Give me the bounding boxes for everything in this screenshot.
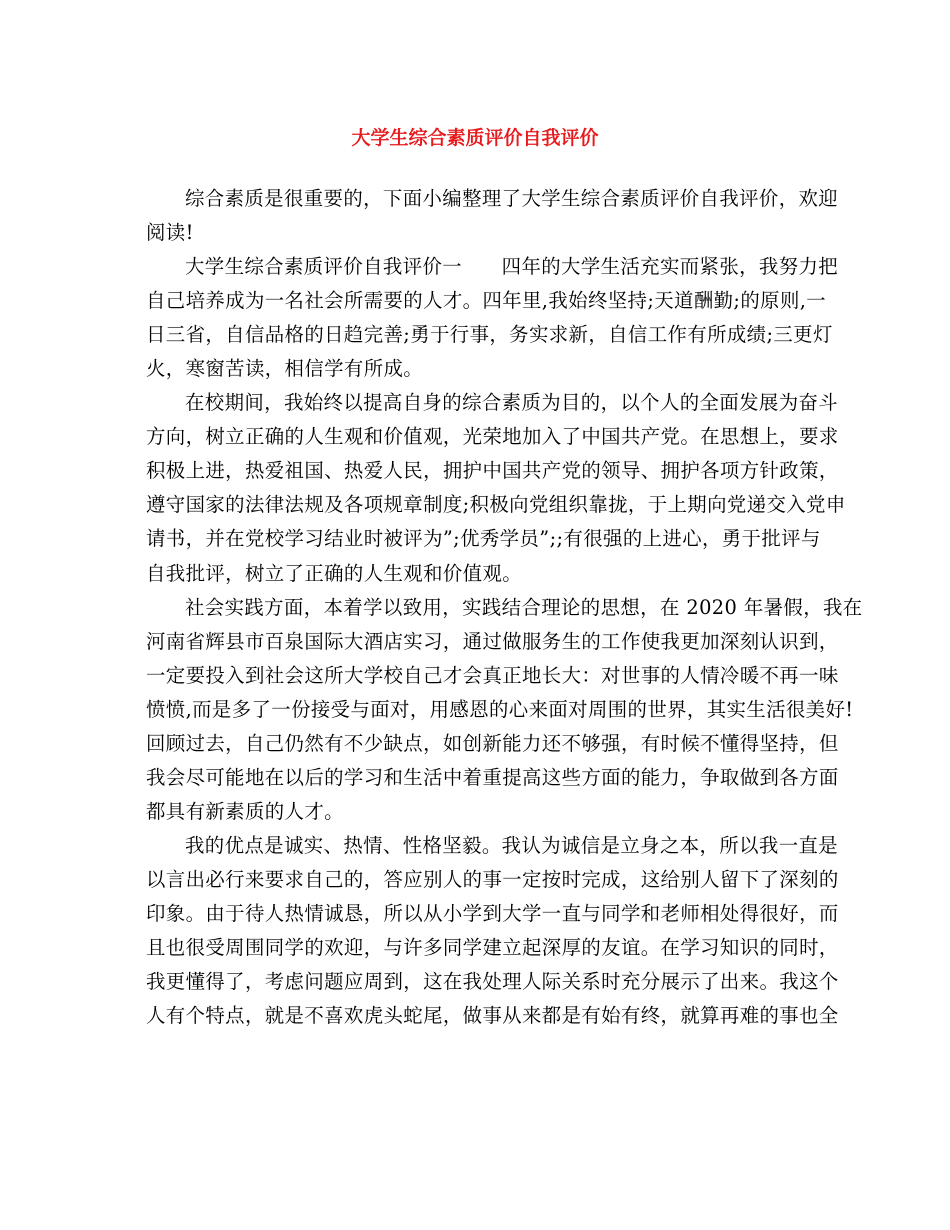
text-line: 河南省辉县市百泉国际大酒店实习，通过做服务生的工作使我更加深刻认识到， xyxy=(146,629,839,653)
text-line: 阅读! xyxy=(146,221,194,245)
text-line: 以言出必行来要求自己的，答应别人的事一定按时完成，这给别人留下了深刻的 xyxy=(146,867,839,891)
text-line: 请书，并在党校学习结业时被评为”;优秀学员”;;有很强的上进心，勇于批评与 xyxy=(146,527,821,551)
text-line: 在校期间，我始终以提高自身的综合素质为目的，以个人的全面发展为奋斗 xyxy=(185,391,839,415)
text-line: 大学生综合素质评价自我评价一 四年的大学生活充实而紧张，我努力把 xyxy=(185,255,839,279)
document-body xyxy=(146,182,863,1033)
text-line: 印象。由于待人热情诚恳，所以从小学到大学一直与同学和老师相处得很好，而 xyxy=(146,901,839,925)
text-line: 都具有新素质的人才。 xyxy=(146,799,344,823)
text-line: 我会尽可能地在以后的学习和生活中着重提高这些方面的能力，争取做到各方面 xyxy=(146,765,839,789)
text-line: 我的优点是诚实、热情、性格坚毅。我认为诚信是立身之本，所以我一直是 xyxy=(185,833,839,857)
text-line: 火，寒窗苦读，相信学有所成。 xyxy=(146,357,424,381)
text-line: 且也很受周围同学的欢迎，与许多同学建立起深厚的友谊。在学习知识的同时， xyxy=(146,936,839,960)
text-line: 社会实践方面，本着学以致用，实践结合理论的思想，在 2020 年暑假，我在 xyxy=(185,595,863,619)
text-line: 我更懂得了，考虑问题应周到，这在我处理人际关系时充分展示了出来。我这个 xyxy=(146,970,839,994)
text-line: 综合素质是很重要的，下面小编整理了大学生综合素质评价自我评价，欢迎 xyxy=(185,187,839,210)
document-title: 大学生综合素质评价自我评价 xyxy=(351,127,599,149)
text-line: 遵守国家的法律法规及各项规章制度;积极向党组织靠拢，于上期向党递交入党申 xyxy=(146,493,846,517)
text-line: 人有个特点，就是不喜欢虎头蛇尾，做事从来都是有始有终，就算再难的事也全 xyxy=(146,1004,839,1028)
text-line: 日三省，自信品格的日趋完善;勇于行事，务实求新，自信工作有所成绩;三更灯 xyxy=(146,323,833,347)
text-line: 积极上进，热爱祖国、热爱人民，拥护中国共产党的领导、拥护各项方针政策， xyxy=(146,459,839,483)
text-line: 自我批评，树立了正确的人生观和价值观。 xyxy=(146,561,523,585)
text-line: 自己培养成为一名社会所需要的人才。四年里,我始终坚持;天道酬勤;的原则,一 xyxy=(146,289,827,313)
text-line: 愤愤,而是多了一份接受与面对，用感恩的心来面对周围的世界，其实生活很美好! xyxy=(146,697,854,721)
text-line: 回顾过去，自己仍然有不少缺点，如创新能力还不够强，有时候不懂得坚持，但 xyxy=(146,731,839,755)
text-line: 一定要投入到社会这所大学校自己才会真正地长大：对世事的人情冷暖不再一味 xyxy=(146,663,839,687)
text-line: 方向，树立正确的人生观和价值观，光荣地加入了中国共产党。在思想上，要求 xyxy=(146,425,839,449)
